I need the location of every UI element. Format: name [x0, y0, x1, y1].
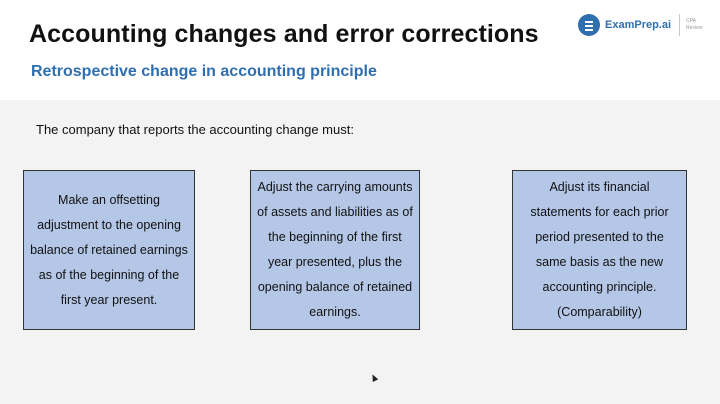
requirement-text-1: Make an offsetting adjustment to the opening balance of retained earnings as of the beginning of the first year present.: [30, 192, 188, 307]
brand-name: ExamPrep.ai: [605, 19, 672, 31]
requirement-box-1: [23, 170, 195, 330]
examprep-logo-icon: [578, 14, 600, 36]
logo-sub-line1: CPA: [686, 18, 696, 24]
slide-subtitle: Retrospective change in accounting principle: [31, 63, 377, 80]
lead-text: The company that reports the accounting change must:: [36, 122, 354, 137]
mouse-cursor-icon: [370, 373, 378, 382]
requirement-text-2: Adjust the carrying amounts of assets and liabilities as of the beginning of the first year presented, plus the opening balance of retained earnings.: [257, 180, 413, 319]
logo-subtitle: [686, 18, 702, 32]
logo-sub-line2: Review: [686, 25, 703, 31]
requirement-box-3: [512, 170, 687, 330]
logo-divider: [679, 14, 680, 36]
slide-header: [0, 0, 720, 100]
requirement-box-2: [250, 170, 420, 330]
slide-title: Accounting changes and error corrections: [29, 20, 539, 48]
requirement-text-3: Adjust its financial statements for each prior period presented to the same basis as the new accounting principle. (Comparability): [530, 180, 669, 319]
brand-logo: [578, 13, 702, 37]
slide-content: [0, 100, 720, 404]
